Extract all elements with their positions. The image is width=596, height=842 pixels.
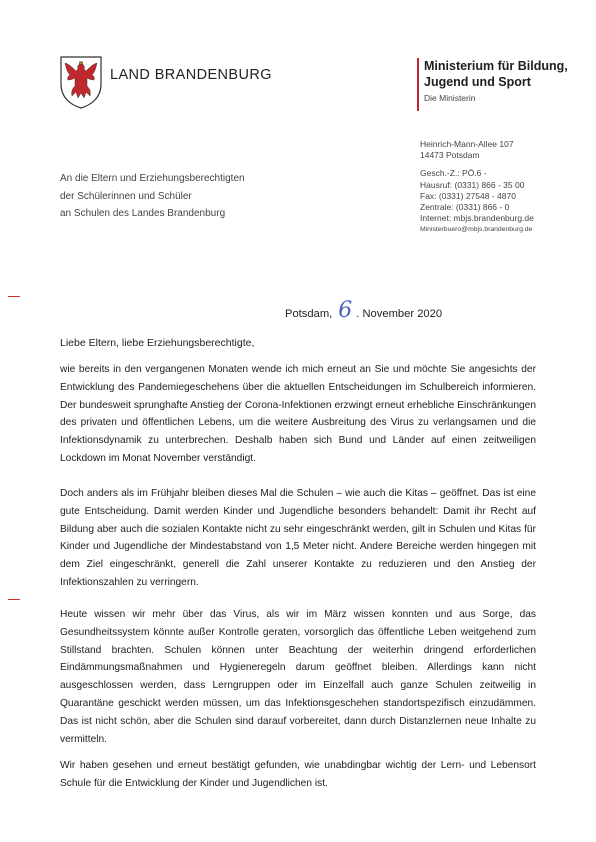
sender-contact-block (420, 139, 534, 236)
recipient-address (60, 170, 245, 223)
sender-street: Heinrich-Mann-Allee 107 (420, 139, 514, 149)
recipient-line3: an Schulen des Landes Brandenburg (60, 208, 226, 220)
fold-mark-lower (8, 599, 20, 600)
body-paragraph: Doch anders als im Frühjahr bleiben dieses Mal die Schulen – wie auch die Kitas – geöffnet. Das ist eine gute Entscheidung. Damit werden Kinder und Jugendliche besonders behandelt: Damit ihr Recht auf Bildung aber auch die sozialen Kontakte nicht zu sehr eingeschränkt werden, gilt in Schulen und Kitas für Kinder und Jugendliche der Mindestabstand von 1,5 Meter nicht. Andere Bereiche werden hingegen mit dem Ziel eingeschränkt, generell die Zahl unserer Kontakte zu reduzieren und den Anstieg der Infektionszahlen zu verringern. (60, 488, 536, 588)
sender-phone-central: Zentrale: (0331) 866 - 0 (420, 202, 510, 213)
sender-email: Ministerbuero@mbjs.brandenburg.de (420, 226, 533, 234)
body-paragraph: Wir haben gesehen und erneut bestätigt gefunden, wie unabdingbar wichtig der Lern- und Lebensort Schule für die Entwicklung der Kinder und Jugendlichen ist. (60, 760, 536, 789)
recipient-line2: der Schülerinnen und Schüler (60, 190, 192, 202)
body-paragraph: Heute wissen wir mehr über das Virus, als wir im März wissen konnten und aus Sorge, das Gesundheitssystem könnte außer Kontrolle geraten, vorsorglich das öffentliche Leben weitgehend zum Stillstand brachten. Schulen können unter Beachtung der weiterhin dringend erforderlichen Eindämmungsmaßnahmen und Hygieneregeln darum geöffnet bleiben. Allerdings kann nicht ausgeschlossen werden, dass Lerngruppen oder im Einzelfall auch ganze Schulen zeitweilig in Quarantäne geschickt werden müssen, um das Infektionsgeschehen standortspezifisch einzudämmen. Das ist nicht schön, aber die Schulen sind darauf vorbereitet, dann durch Distanzlernen neue Inhalte zu vermitteln. (60, 609, 536, 745)
sender-reference: Gesch.-Z.: PÖ.6 - (420, 168, 487, 179)
brandenburg-eagle-icon (58, 54, 104, 110)
date-city: Potsdam, (285, 308, 333, 320)
ministry-accent-bar (417, 58, 419, 111)
salutation: Liebe Eltern, liebe Erziehungsberechtigte, (60, 337, 255, 349)
ministry-block (424, 58, 584, 104)
sender-internet: Internet: mbjs.brandenburg.de (420, 213, 534, 224)
sender-fax: Fax: (0331) 27548 - 4870 (420, 190, 516, 201)
fold-mark-upper (8, 296, 20, 297)
recipient-line1: An die Eltern und Erziehungsberechtigten (60, 173, 245, 184)
date-line (285, 298, 443, 323)
body-paragraph: wie bereits in den vergangenen Monaten wende ich mich erneut an Sie und möchte Sie angesichts der Entwicklung des Pandemiegeschehens über die aktuellen Entscheidungen im Schulbereich informieren. Der bundesweit sprunghafte Anstieg der Corona-Infektionen erzwingt erneut erhebliche Einschränkungen des privaten und öffentlichen Lebens, um die weitere Ausbreitung des Virus zu verlangsamen und die Infektionsdynamik zu unterbrechen. Deshalb haben sich Bund und Länder auf einen zeitweiligen Lockdown im Monat November verständigt. (60, 364, 536, 464)
date-month-year: . November 2020 (356, 308, 443, 320)
state-name: LAND BRANDENBURG (110, 67, 272, 83)
ministry-name-line2: Jugend und Sport (424, 75, 531, 89)
ministry-subline: Die Ministerin (424, 93, 476, 103)
sender-city: 14473 Potsdam (420, 150, 480, 161)
handwritten-day: 6 (338, 298, 353, 323)
sender-phone-house: Hausruf: (0331) 866 - 35 00 (420, 179, 525, 190)
ministry-name-line1: Ministerium für Bildung, (424, 59, 568, 73)
